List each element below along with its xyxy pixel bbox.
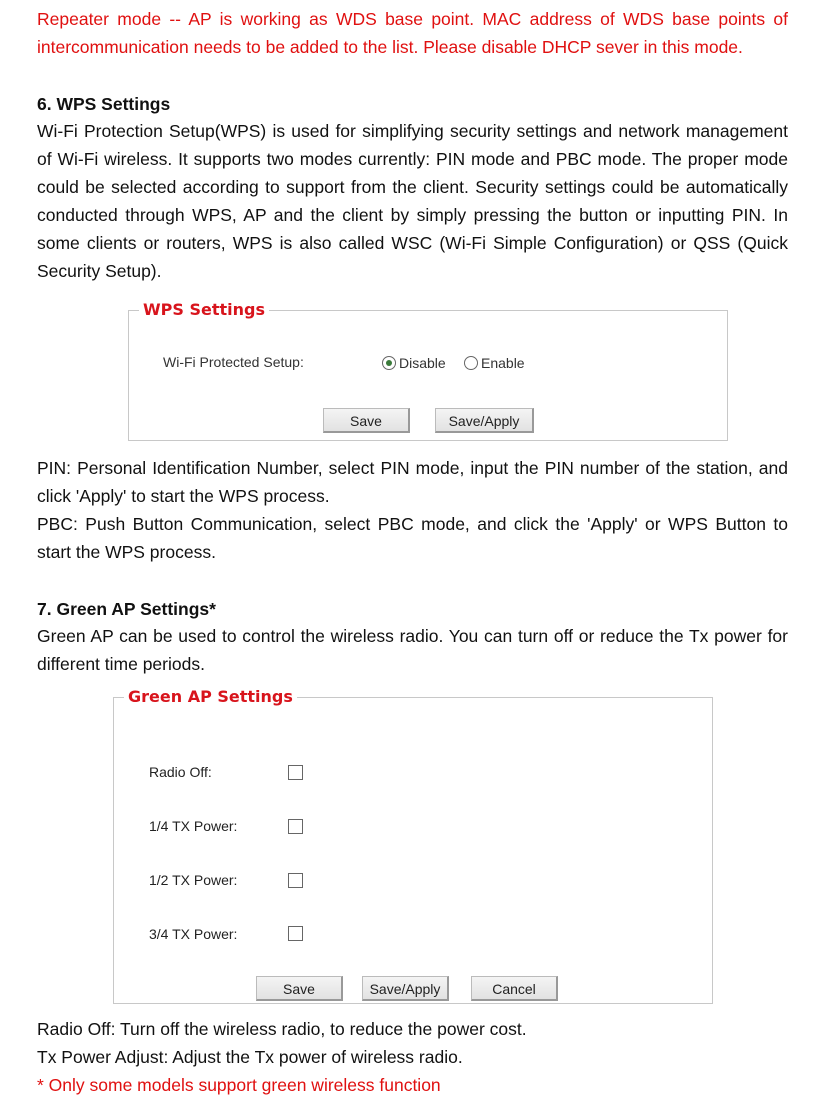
wps-save-button[interactable]: Save (323, 408, 410, 433)
green-footnote: * Only some models support green wireless function (37, 1075, 441, 1095)
half-tx-label: 1/2 TX Power: (149, 872, 238, 888)
wps-field-label: Wi-Fi Protected Setup: (163, 354, 304, 370)
pbc-text: PBC: Push Button Communication, select PBC mode, and click the 'Apply' or WPS Button to start the WPS process. (37, 514, 788, 562)
radio-enable[interactable] (464, 355, 525, 371)
quarter-tx-label: 1/4 TX Power: (149, 818, 238, 834)
tx-power-text: Tx Power Adjust: Adjust the Tx power of wireless radio. (37, 1047, 463, 1067)
repeater-mode-text: Repeater mode -- AP is working as WDS base point. MAC address of WDS base points of intercommunication needs to be added to the list. Please disable DHCP sever in this mode. (37, 9, 788, 57)
half-tx-checkbox[interactable] (288, 873, 303, 888)
wps-settings-panel (128, 300, 728, 441)
three-quarter-tx-checkbox[interactable] (288, 926, 303, 941)
radio-off-label: Radio Off: (149, 764, 212, 780)
radio-off-text: Radio Off: Turn off the wireless radio, to reduce the power cost. (37, 1019, 527, 1039)
radio-disable-label: Disable (399, 355, 446, 371)
radio-selected-icon (382, 356, 396, 370)
green-ap-description: Green AP can be used to control the wireless radio. You can turn off or reduce the Tx power for different time periods. (37, 626, 788, 674)
green-save-apply-button[interactable]: Save/Apply (362, 976, 449, 1001)
pin-text: PIN: Personal Identification Number, select PIN mode, input the PIN number of the station, and click 'Apply' to start the WPS process. (37, 458, 788, 506)
green-save-button[interactable]: Save (256, 976, 343, 1001)
wps-description: Wi-Fi Protection Setup(WPS) is used for simplifying security settings and network management of Wi-Fi wireless. It supports two modes currently: PIN mode and PBC mode. The proper mode could be selected according to support from the client. Security settings could be automatically conducted through WPS, AP and the client by simply pressing the button or inputting PIN. In some clients or routers, WPS is also called WSC (Wi-Fi Simple Configuration) or QSS (Quick Security Setup). (37, 121, 788, 281)
quarter-tx-checkbox[interactable] (288, 819, 303, 834)
wps-panel-title: WPS Settings (139, 300, 269, 319)
wps-heading: 6. WPS Settings (37, 94, 171, 114)
radio-disable[interactable] (382, 355, 446, 371)
radio-enable-label: Enable (481, 355, 525, 371)
three-quarter-tx-label: 3/4 TX Power: (149, 926, 238, 942)
green-ap-panel (113, 687, 713, 1004)
radio-off-checkbox[interactable] (288, 765, 303, 780)
radio-unselected-icon (464, 356, 478, 370)
green-ap-heading: 7. Green AP Settings* (37, 599, 216, 619)
green-cancel-button[interactable]: Cancel (471, 976, 558, 1001)
green-panel-title: Green AP Settings (124, 687, 297, 706)
wps-save-apply-button[interactable]: Save/Apply (435, 408, 534, 433)
